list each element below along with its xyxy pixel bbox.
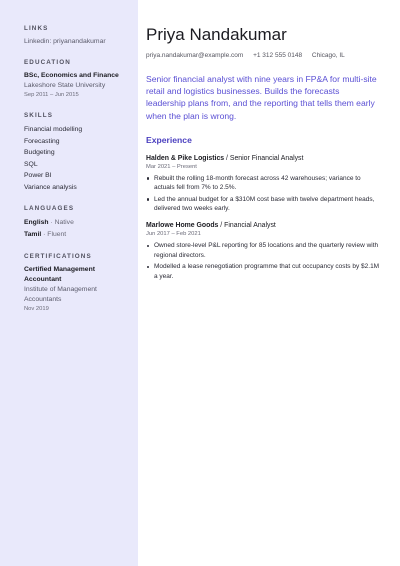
- job-entry: [146, 154, 382, 214]
- job-entry: [146, 221, 382, 281]
- education-dates: Sep 2011 – Jun 2015: [24, 92, 79, 98]
- job-bullets: [146, 174, 382, 214]
- experience-heading: Experience: [146, 134, 192, 145]
- certification-date: Nov 2019: [24, 306, 49, 312]
- certification-issuer: Institute of Management Accountants: [24, 286, 97, 303]
- education-title: EDUCATION: [24, 59, 71, 66]
- contact-location: Chicago, IL: [311, 52, 345, 59]
- job-bullet: Modelled a lease renegotiation programme that cut occupancy costs by $2.1M a year.: [146, 262, 382, 281]
- job-bullet: Rebuilt the rolling 18-month forecast across 42 warehouses; variance to actuals fell from 7% to 2.5%.: [146, 174, 382, 193]
- job-role: / Senior Financial Analyst: [224, 154, 304, 162]
- job-bullet: Owned store-level P&L reporting for 85 locations and the quarterly review with regional directors.: [146, 241, 382, 260]
- languages-section: [24, 205, 138, 241]
- language-name: English: [24, 219, 49, 226]
- linkedin-link[interactable]: Linkedin: priyanandakumar: [24, 38, 106, 45]
- skill-item: Forecasting: [24, 137, 60, 145]
- links-title: LINKS: [24, 25, 49, 32]
- skills-title: SKILLS: [24, 112, 53, 119]
- education-degree: BSc, Economics and Finance: [24, 72, 119, 79]
- language-level: · Fluent: [43, 231, 67, 238]
- language-level: · Native: [50, 219, 74, 226]
- job-company: Halden & Pike Logistics: [146, 154, 225, 162]
- job-dates: Mar 2021 – Present: [146, 163, 197, 170]
- language-name: Tamil: [24, 231, 42, 238]
- skill-item: SQL: [24, 160, 38, 168]
- contact-email[interactable]: priya.nandakumar@example.com: [146, 52, 244, 59]
- summary: Senior financial analyst with nine years in FP&A for multi-site retail and logistics businesses. Builds the forecasts leadership plans from, and the reporting that tells them early when the plan is wrong.: [146, 74, 377, 121]
- job-dates: Jun 2017 – Feb 2021: [146, 231, 201, 238]
- skill-item: Financial modelling: [24, 126, 83, 133]
- education-school: Lakeshore State University: [24, 82, 106, 89]
- certification-name: Certified Management Accountant: [24, 266, 96, 283]
- job-company: Marlowe Home Goods: [146, 222, 219, 230]
- job-title: [146, 154, 382, 163]
- skills-list: [24, 124, 138, 193]
- certifications-title: CERTIFICATIONS: [24, 253, 92, 260]
- sidebar: [0, 0, 138, 566]
- skills-section: [24, 112, 138, 193]
- certifications-section: [24, 253, 138, 314]
- skill-item: Variance analysis: [24, 183, 77, 191]
- links-section: [24, 25, 138, 47]
- education-section: [24, 59, 138, 100]
- job-bullet: Led the annual budget for a $310M cost base with twelve department heads, delivered two weeks early.: [146, 195, 382, 214]
- contact-line: [146, 51, 382, 60]
- job-role: / Financial Analyst: [218, 222, 276, 230]
- main-content: [146, 0, 382, 566]
- job-title: [146, 221, 382, 230]
- language-item: [24, 229, 138, 241]
- candidate-name: Priya Nandakumar: [146, 25, 287, 44]
- skill-item: Budgeting: [24, 149, 55, 156]
- contact-phone[interactable]: +1 312 555 0148: [253, 52, 303, 59]
- job-bullets: [146, 241, 382, 281]
- languages-title: LANGUAGES: [24, 205, 75, 212]
- skill-item: Power BI: [24, 172, 52, 179]
- language-item: [24, 217, 138, 229]
